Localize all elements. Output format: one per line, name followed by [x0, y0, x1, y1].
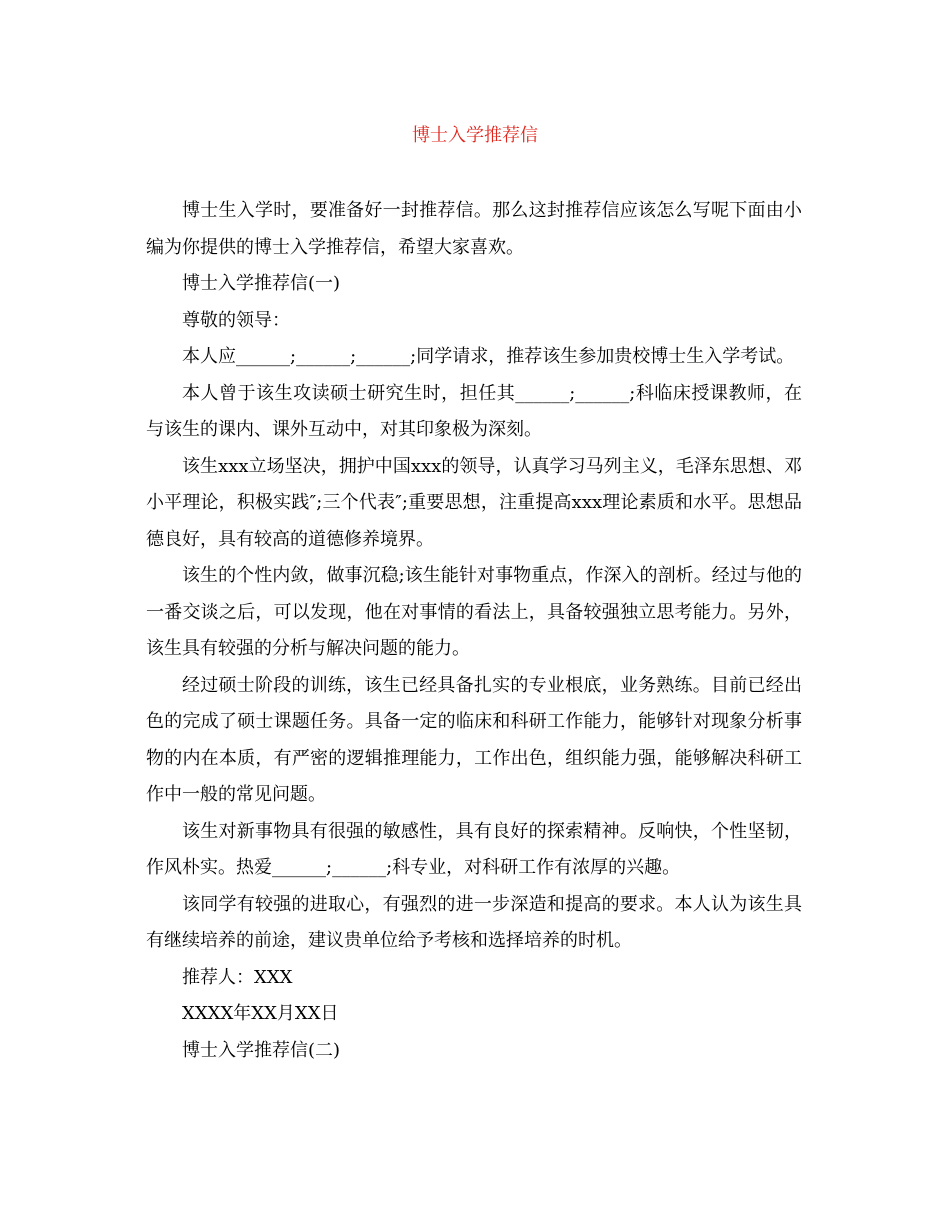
- section-heading: 博士入学推荐信(二): [182, 1039, 341, 1061]
- body-paragraph: 该生对新事物具有很强的敏感性，具有良好的探索精神。反响快，个性坚韧，作风朴实。热爱______;______;科专业，对科研工作有浓厚的兴趣。: [146, 820, 802, 878]
- body-paragraph: 经过硕士阶段的训练，该生已经具备扎实的专业根底，业务熟练。目前已经出色的完成了硕士课题任务。具备一定的临床和科研工作能力，能够针对现象分析事物的内在本质，有严密的逻辑推理能力，工作出色，组织能力强，能够解决科研工作中一般的常见问题。: [146, 674, 802, 805]
- date-line: XXXX年XX月XX日: [182, 1003, 339, 1024]
- body-paragraph: 该生xxx立场坚决，拥护中国xxx的领导，认真学习马列主义，毛泽东思想、邓小平理论，积极实践″;三个代表″;重要思想，注重提高xxx理论素质和水平。思想品德良好，具有较高的道德修养境界。: [146, 455, 802, 550]
- body-paragraph: 该同学有较强的进取心，有强烈的进一步深造和提高的要求。本人认为该生具有继续培养的前途，建议贵单位给予考核和选择培养的时机。: [146, 893, 802, 951]
- section-heading: 博士入学推荐信(一): [182, 273, 341, 294]
- body-paragraph: 该生的个性内敛，做事沉稳;该生能针对事物重点，作深入的剖析。经过与他的一番交谈之后，可以发现，他在对事情的看法上，具备较强独立思考能力。另外，该生具有较强的分析与解决问题的能力。: [146, 565, 802, 659]
- body-paragraph: 本人曾于该生攻读硕士研究生时，担任其______;______;科临床授课教师，在与该生的课内、课外互动中，对其印象极为深刻。: [146, 382, 802, 440]
- document-body: [146, 193, 802, 1069]
- signature-line: 推荐人：XXX: [182, 966, 293, 988]
- intro-paragraph: 博士生入学时，要准备好一封推荐信。那么这封推荐信应该怎么写呢下面由小编为你提供的博士入学推荐信，希望大家喜欢。: [146, 200, 802, 258]
- body-paragraph: 本人应______;______;______;同学请求，推荐该生参加贵校博士生入学考试。: [182, 346, 795, 367]
- page-title: 博士入学推荐信: [412, 125, 538, 146]
- salutation: 尊敬的领导：: [182, 309, 290, 331]
